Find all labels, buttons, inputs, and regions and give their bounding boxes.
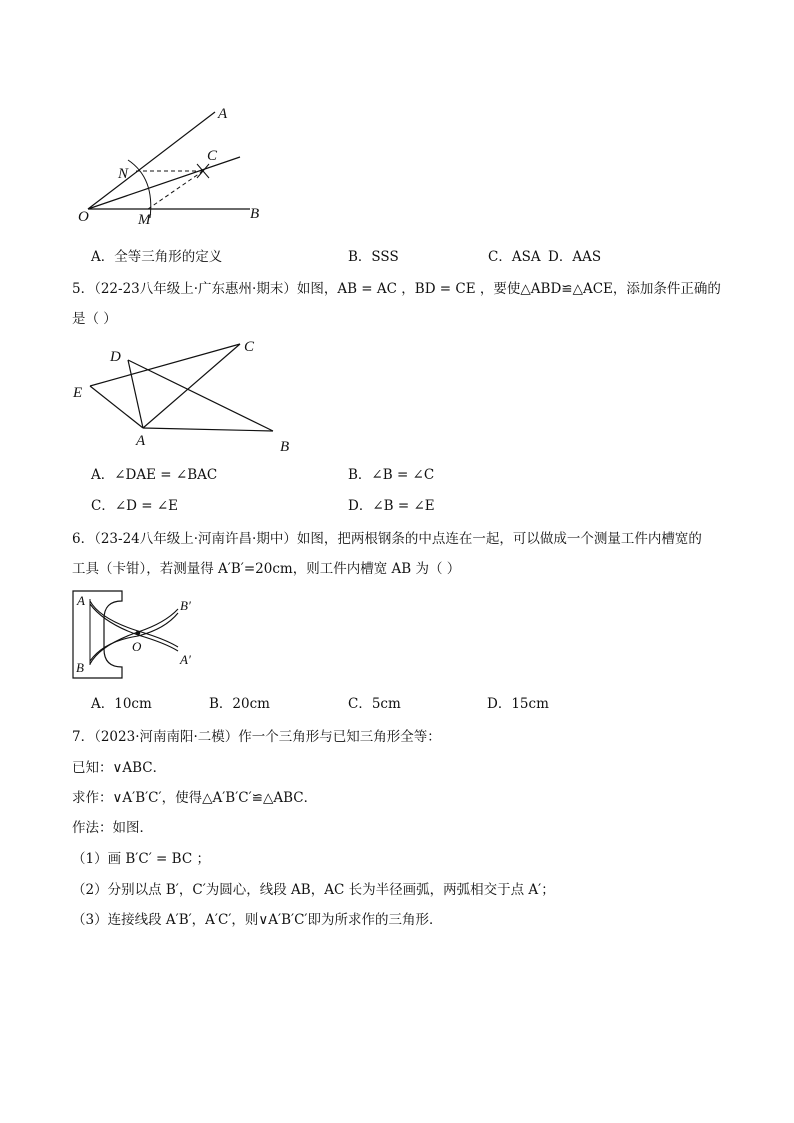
q4-option-a[interactable]: A．全等三角形的定义: [91, 249, 223, 265]
q6-figure: [70, 587, 210, 682]
q5-stem-line2: 是（ ）: [72, 311, 117, 327]
q6-option-a[interactable]: A．10cm: [91, 696, 152, 712]
label-A: A: [136, 433, 146, 449]
q4-option-c[interactable]: C．ASA: [488, 249, 541, 265]
q7-step3: （3）连接线段 A′B′，A′C′，则∨A′B′C′即为所求作的三角形．: [72, 912, 443, 928]
label-B: B: [76, 660, 84, 675]
label-A-prime: A′: [180, 652, 191, 667]
q4-option-b[interactable]: B．SSS: [348, 249, 399, 265]
label-M: M: [138, 212, 151, 228]
seg-DB: [128, 360, 273, 431]
label-D: D: [110, 349, 121, 365]
q7-stem: 7．（2023·河南南阳·二模）作一个三角形与已知三角形全等：: [72, 729, 441, 745]
label-E: E: [73, 385, 83, 401]
label-A: A: [77, 593, 85, 608]
q5-option-d[interactable]: D．∠B = ∠E: [348, 498, 435, 514]
q7-step2: （2）分别以点 B′，C′为圆心，线段 AB，AC 长为半径画弧，两弧相交于点 A′；: [72, 882, 555, 898]
pivot-O: [136, 631, 141, 636]
q6-option-c[interactable]: C．5cm: [348, 696, 401, 712]
q4-figure: [70, 100, 270, 230]
seg-AC: [143, 344, 240, 428]
label-O: O: [132, 639, 142, 654]
q7-step1: （1）画 B′C′ = BC ；: [72, 851, 210, 867]
dash-MC: [148, 171, 203, 209]
q6-stem-line1: 6．（23-24八年级上·河南许昌·期中）如图，把两根钢条的中点连在一起，可以做成一个测量工件内槽宽的: [72, 531, 702, 547]
q7-find: 求作：∨A′B′C′，使得△A′B′C′≌△ABC．: [72, 790, 318, 806]
q5-option-a[interactable]: A．∠DAE = ∠BAC: [91, 467, 218, 483]
label-C: C: [244, 339, 255, 355]
q6-option-d[interactable]: D．15cm: [487, 696, 549, 712]
ray-OC: [88, 157, 240, 209]
q5-option-b[interactable]: B．∠B = ∠C: [348, 467, 435, 483]
q4-option-d[interactable]: D．AAS: [548, 249, 602, 265]
seg-AB: [143, 428, 273, 431]
q5-stem-line1: 5．（22-23八年级上·广东惠州·期末）如图，AB = AC ，BD = CE ，要使△ABD≌△ACE，添加条件正确的: [72, 281, 721, 297]
ray-OA: [88, 112, 215, 209]
q7-method: 作法：如图．: [72, 820, 153, 836]
q5-figure: [68, 335, 308, 460]
q5-option-c[interactable]: C．∠D = ∠E: [91, 498, 179, 514]
label-C: C: [207, 148, 218, 164]
q7-known: 已知：∨ABC．: [72, 760, 167, 776]
label-A: A: [218, 106, 228, 122]
label-B: B: [250, 206, 260, 222]
label-O: O: [78, 209, 89, 225]
label-N: N: [118, 166, 129, 182]
q6-option-b[interactable]: B．20cm: [209, 696, 270, 712]
label-B-prime: B′: [180, 598, 191, 613]
label-B: B: [280, 439, 290, 455]
q6-stem-line2: 工具（卡钳），若测量得 A′B′=20cm，则工件内槽宽 AB 为（ ）: [72, 561, 461, 577]
